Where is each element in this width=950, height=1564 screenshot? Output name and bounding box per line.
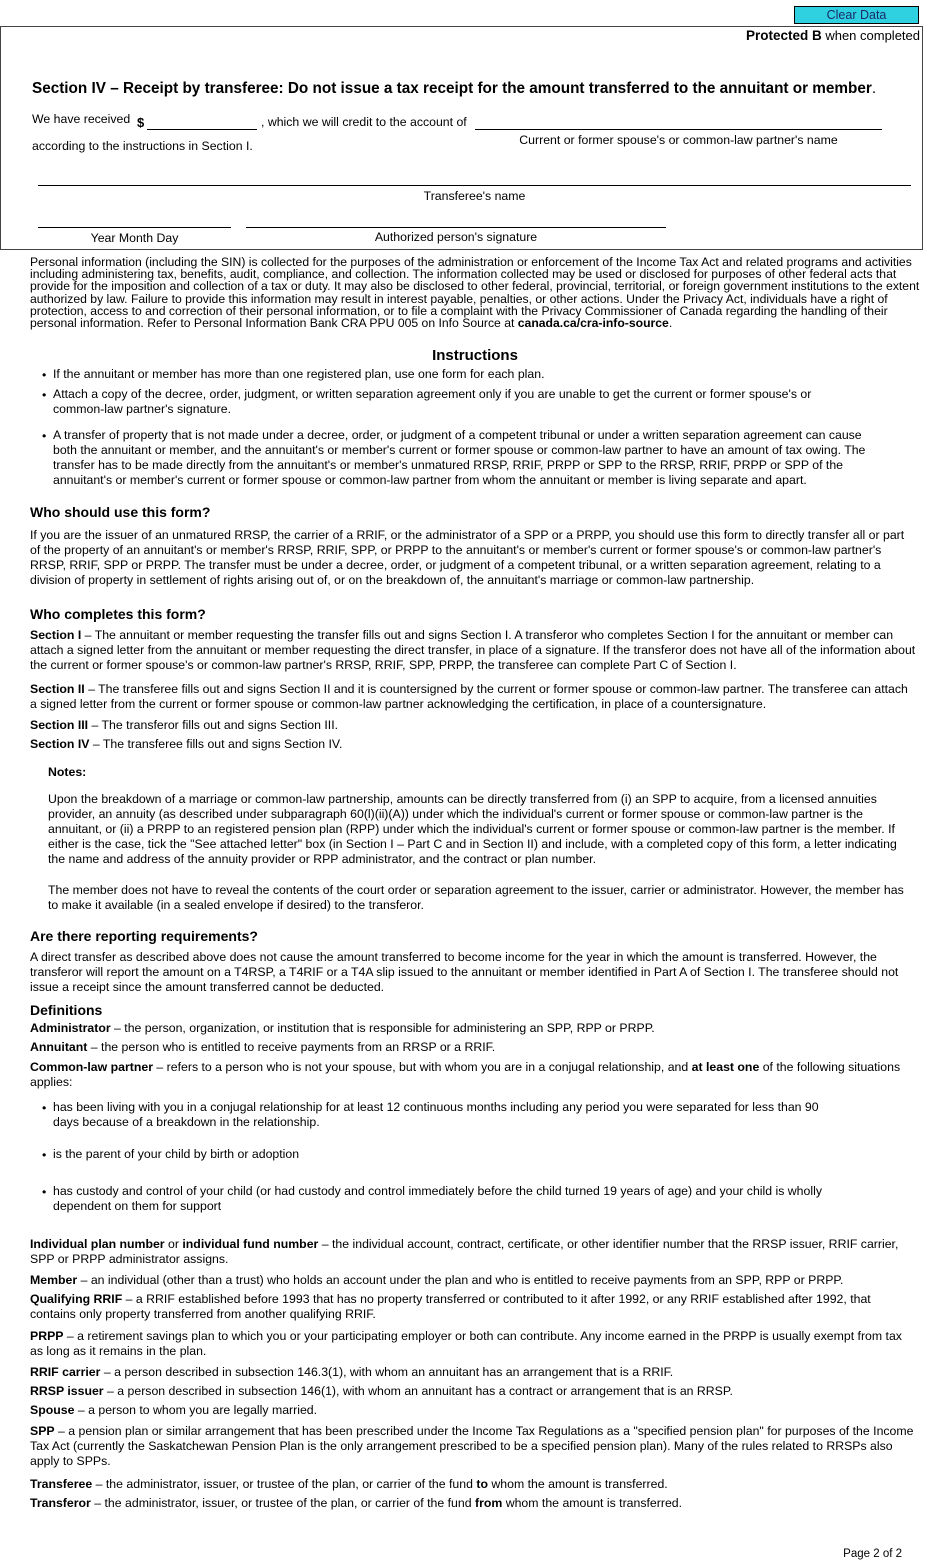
def-rrsp-issuer: RRSP issuer – a person described in subsection 146(1), with whom an annuitant has a contract or arrangement that is an RRSP. (30, 1384, 733, 1398)
notes-title: Notes: (48, 765, 87, 779)
according-label: according to the instructions in Section I. (32, 139, 253, 153)
who-completes-heading: Who completes this form? (30, 606, 206, 622)
who-should-text: If you are the issuer of an unmatured RRSP, the carrier of a RRIF, or the administrator of a SPP or a PRPP, you should use this form to directly transfer all or part of the property of an annuitant's or member's RRSP, RRIF, SPP, or PRPP to the annuitant's or member's current or former spouse's or common-law partner's RRSP, RRIF, SPP or PRPP. The transfer must be under a decree, order, or judgment of a competent tribunal, or a written separation agreement, relating to a division of property in settlement of rights arising out of, or on the breakdown of, the annuitant's marriage or common-law partnership. (30, 528, 905, 587)
def-qualifying-rrif: Qualifying RRIF – a RRIF established before 1993 that has no property transferred or contributed to it after 1992, or any RRIF established after 1992, that contains only property transferred from another qualifying RRIF. (30, 1292, 871, 1321)
def-rrif-carrier: RRIF carrier – a person described in subsection 146.3(1), with whom an annuitant has an arrangement that is a RRIF. (30, 1365, 674, 1379)
privacy-statement: Personal information (including the SIN) is collected for the purposes of the administration or enforcement of the Income Tax Act and related programs and activities including administering tax, benefits, audit, compliance, and collection. The information collected may be used or disclosed for purposes of other federal acts that provide for the imposition and collection of a tax or duty. It may also be disclosed to other federal, provincial, territorial, or foreign government institutions to the extent authorized by law. Failure to provide this information may result in interest payable, penalties, or other actions. Under the Privacy Act, individuals have a right of protection, access to and correction of their personal information, or to file a complaint with the Privacy Commissioner of Canada regarding the handling of their personal information. Refer to Personal Information Bank CRA PPU 005 on Info Source at canada.ca/cra-info-source. (30, 255, 920, 331)
spouse-name-caption: Current or former spouse's or common-law partner's name (519, 133, 838, 147)
amount-received-field[interactable] (147, 113, 257, 130)
clear-data-button[interactable]: Clear Data (794, 6, 919, 24)
def-transferor: Transferor – the administrator, issuer, or trustee of the plan, or carrier of the fund from whom the amount is transferred. (30, 1496, 683, 1510)
def-transferee: Transferee – the administrator, issuer, or trustee of the plan, or carrier of the fund to whom the amount is transferred. (30, 1477, 668, 1491)
protected-b-label: Protected B when completed (745, 28, 920, 43)
received-label: We have received (32, 112, 131, 126)
instruction-bullet: • Attach a copy of the decree, order, judgment, or written separation agreement only if you are unable to get the current or former spouse's or common-law partner's signature. (42, 387, 832, 417)
instruction-bullet: • If the annuitant or member has more than one registered plan, use one form for each plan. (42, 367, 892, 382)
info-source-link: canada.ca/cra-info-source (517, 316, 669, 331)
reporting-heading: Are there reporting requirements? (30, 928, 258, 944)
def-spp: SPP – a pension plan or similar arrangement that has been prescribed under the Income Tax Regulations as a "specified pension plan" for purposes of the Income Tax Act (currently the Saskatchewan Pension Plan is the only arrangement prescribed to be a specified pension plan). Many of the rules related to RRSPs also apply to SPPs. (30, 1424, 914, 1468)
notes-paragraph-1: Upon the breakdown of a marriage or common-law partnership, amounts can be directly transferred from (i) an SPP to acquire, from a licensed annuities provider, an annuity (as described under subparagraph 60(l)(ii)(A)) under which the individual's current or former spouse or common-law partner is the annuitant, or (ii) a PRPP to an registered pension plan (RPP) under which the individual's current or former spouse or common-law partner is the member. If either is the case, tick the "See attached letter" box (in Section I – Part C and in Section II) and include, with a completed copy of this form, a letter indicating the name and address of the annuity provider or RPP administrator, and the contract or plan number. (48, 792, 897, 866)
section-2-note: Section II – The transferee fills out and signs Section II and it is countersigned by the current or former spouse or common-law partner. The transferee can attach a signed letter from the current or former spouse or common-law partner acknowledging the certification, in place of a countersignature. (30, 682, 908, 711)
section-1-note: Section I – The annuitant or member requesting the transfer fills out and signs Section I. A transferor who completes Section I for the annuitant or member can attach a signed letter from the annuitant or member requesting the direct transfer, in place of a signature. If the transferor does not have all of the information about the current or former spouse's or common-law partner's RRSP, RRIF, SPP, PRPP, the transferee can complete Part C of Section I. (30, 628, 916, 672)
page-number: Page 2 of 2 (843, 1548, 902, 1560)
signature-caption: Authorized person's signature (374, 230, 538, 244)
def-prpp: PRPP – a retirement savings plan to which you or your participating employer or both can contribute. Any income earned in the PRPP is usually exempt from tax as long as it remains in the plan. (30, 1329, 902, 1358)
reporting-text: A direct transfer as described above does not cause the amount transferred to become income for the year in which the amount is transferred. However, the transferor will report the amount on a T4RSP, a T4RIF or a T4A slip issued to the annuitant or member identified in Part A of Section I. The transferee should not issue a receipt since the amount transferred cannot be deducted. (30, 950, 899, 994)
spouse-name-field[interactable] (475, 113, 882, 130)
def-member: Member – an individual (other than a trust) who holds an account under the plan and who is entitled to receive payments from an SPP, RPP or PRPP. (30, 1273, 844, 1287)
common-law-bullet: • has custody and control of your child (or had custody and control immediately before the child turned 19 years of age) and your child is wholly dependent on them for support (42, 1184, 842, 1214)
section-4-title: Section IV – Receipt by transferee: Do not issue a tax receipt for the amount transferred to the annuitant or member. (32, 80, 877, 97)
def-common-law-partner: Common-law partner – refers to a person who is not your spouse, but with whom you are in a conjugal relationship, and at least one of the following situations applies: (30, 1060, 901, 1089)
common-law-bullet: • has been living with you in a conjugal relationship for at least 12 continuous months including any period you were separated for less than 90 days because of a breakdown in the relationship. (42, 1100, 832, 1130)
definitions-heading: Definitions (30, 1002, 103, 1018)
def-annuitant: Annuitant – the person who is entitled to receive payments from an RRSP or a RRIF. (30, 1040, 496, 1054)
def-individual-plan-number: Individual plan number or individual fund number – the individual account, contract, certificate, or other identifier number that the RRSP issuer, RRIF carrier, SPP or PRPP administrator assigns. (30, 1237, 899, 1266)
def-spouse: Spouse – a person to whom you are legally married. (30, 1403, 318, 1417)
credit-label: , which we will credit to the account of (261, 115, 467, 129)
transferee-name-caption: Transferee's name (423, 189, 526, 203)
date-field[interactable] (38, 210, 231, 228)
def-administrator: Administrator – the person, organization, or institution that is responsible for administering an SPP, RPP or PRPP. (30, 1021, 655, 1035)
instruction-bullet: • A transfer of property that is not made under a decree, order, or judgment of a competent tribunal or under a written separation agreement can cause both the annuitant or member, and the annuitant's or member's current or former spouse or common-law partner to have an amount of tax owing. The transfer has to be made directly from the annuitant's or member's unmatured RRSP, RRIF, PRPP or SPP to the RRSP, RRIF, PRPP or SPP of the annuitant's or member's current or former spouse or common-law partner from whom the annuitant or member is living separate and apart. (42, 428, 887, 488)
common-law-bullet: • is the parent of your child by birth or adoption (42, 1147, 892, 1162)
instructions-title: Instructions (432, 347, 518, 364)
transferee-name-field[interactable] (38, 166, 911, 186)
section-3-note: Section III – The transferor fills out and signs Section III. (30, 718, 339, 732)
notes-paragraph-2: The member does not have to reveal the contents of the court order or separation agreement to the issuer, carrier or administrator. However, the member has to make it available (in a sealed envelope if desired) to the transferor. (48, 883, 904, 912)
signature-field[interactable] (246, 210, 666, 228)
dollar-sign: $ (137, 115, 145, 130)
who-should-heading: Who should use this form? (30, 504, 211, 520)
date-caption: Year Month Day (90, 231, 179, 245)
section-4-note: Section IV – The transferee fills out and signs Section IV. (30, 737, 343, 751)
